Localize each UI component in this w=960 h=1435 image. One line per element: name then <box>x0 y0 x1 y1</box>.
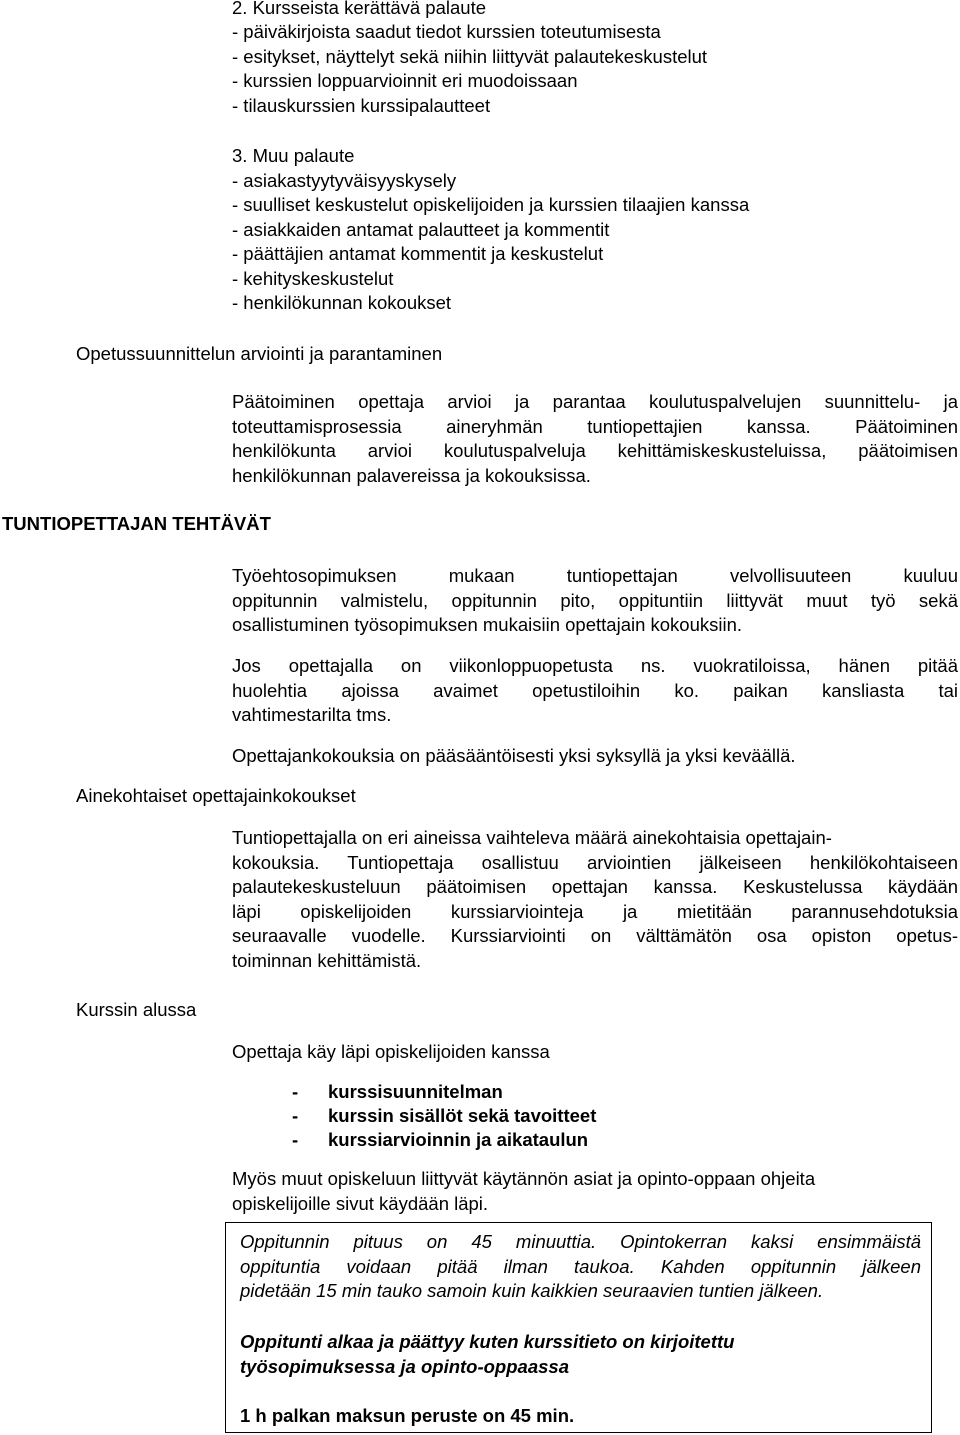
paragraph-line: henkilökunnan palavereissa ja kokouksissa. <box>232 464 591 486</box>
heading-alussa: Kurssin alussa <box>76 999 197 1020</box>
paragraph-line: toiminnan kehittämistä. <box>232 949 422 971</box>
paragraph-line: oppituntia voidaan pitää ilman taukoa. Kahden oppitunnin jälkeen <box>240 1255 921 1277</box>
paragraph-line: työsopimuksessa ja opinto-oppaassa <box>240 1355 569 1377</box>
list-dash: - <box>292 1105 299 1126</box>
section-3-item: - kehityskeskustelut <box>232 268 394 289</box>
heading-arviointi: Opetussuunnittelun arviointi ja parantaminen <box>76 343 443 364</box>
paragraph-arviointi <box>232 390 958 488</box>
heading-ainekohtaiset: Ainekohtaiset opettajainkokoukset <box>76 785 356 806</box>
section-2-item: - kurssien loppuarvioinnit eri muodoissaan <box>232 70 578 91</box>
list-dash: - <box>292 1081 299 1102</box>
paragraph-line: Päätoiminen opettaja arvioi ja parantaa koulutuspalvelujen suunnittelu- ja <box>232 391 958 412</box>
section-3-item: - asiakastyytyväisyyskysely <box>232 170 457 191</box>
paragraph-line: toteuttamisprosessia aineryhmän tuntiopettajien kanssa. Päätoiminen <box>232 415 958 437</box>
paragraph-line: osallistuminen työsopimuksen mukaisiin opettajain kokouksiin. <box>232 614 743 635</box>
heading-tehtavat: TUNTIOPETTAJAN TEHTÄVÄT <box>2 513 271 534</box>
section-3-item: - henkilökunnan kokoukset <box>232 292 452 313</box>
paragraph-kokoukset: Opettajankokouksia on pääsääntöisesti yksi syksyllä ja yksi keväällä. <box>232 745 796 766</box>
paragraph-line: Myös muut opiskeluun liittyvät käytännön asiat ja opinto-oppaan ohjeita <box>232 1168 816 1189</box>
paragraph-line: henkilökunta arvioi koulutuspalveluja kehittämiskeskusteluissa, päätoimisen <box>232 440 958 461</box>
section-2-item: - tilauskurssien kurssipalautteet <box>232 95 491 116</box>
section-2-title: 2. Kursseista kerättävä palaute <box>232 0 487 18</box>
list-dash: - <box>292 1129 299 1150</box>
box-paragraph-alkaa <box>240 1330 734 1379</box>
paragraph-line: oppitunnin valmistelu, oppitunnin pito, oppituntiin liittyvät muut työ sekä <box>232 589 958 611</box>
paragraph-lapi: Opettaja käy läpi opiskelijoiden kanssa <box>232 1041 550 1062</box>
paragraph-line: Työehtosopimuksen mukaan tuntiopettajan velvollisuuteen kuuluu <box>232 565 958 586</box>
paragraph-line: läpi opiskelijoiden kurssiarviointeja ja mietitään parannusehdotuksia <box>232 900 958 922</box>
paragraph-muut <box>232 1167 815 1216</box>
paragraph-line: Tuntiopettajalla on eri aineissa vaihteleva määrä ainekohtaisia opettajain- <box>232 827 832 848</box>
section-3-item: - päättäjien antamat kommentit ja keskustelut <box>232 243 604 264</box>
box-paragraph-pituus <box>240 1230 921 1304</box>
paragraph-line: palautekeskusteluun päätoimisen opettajan kanssa. Keskustelussa käydään <box>232 876 958 897</box>
paragraph-line: seuraavalle vuodelle. Kurssiarviointi on välttämätön osa opiston opetus- <box>232 925 958 946</box>
paragraph-line: vahtimestarilta tms. <box>232 704 392 725</box>
paragraph-line: kokouksia. Tuntiopettaja osallistuu arviointien jälkeiseen henkilökohtaiseen <box>232 851 958 873</box>
box-palkka: 1 h palkan maksun peruste on 45 min. <box>240 1405 575 1426</box>
section-3-title: 3. Muu palaute <box>232 145 355 166</box>
list-text: kurssisuunnitelman <box>328 1081 503 1102</box>
paragraph-line: Oppitunnin pituus on 45 minuuttia. Opintokerran kaksi ensimmäistä <box>240 1231 921 1252</box>
paragraph-line: Jos opettajalla on viikonloppuopetusta ns. vuokratiloissa, hänen pitää <box>232 655 958 676</box>
paragraph-jos <box>232 654 958 728</box>
paragraph-line: pidetään 15 min tauko samoin kuin kaikkien seuraavien tuntien jälkeen. <box>240 1280 824 1301</box>
paragraph-line: opiskelijoille sivut käydään läpi. <box>232 1192 489 1214</box>
paragraph-tyoehto <box>232 564 958 638</box>
paragraph-line: Oppitunti alkaa ja päättyy kuten kurssitieto on kirjoitettu <box>240 1331 735 1352</box>
section-2-item: - esitykset, näyttelyt sekä niihin liittyvät palautekeskustelut <box>232 46 708 67</box>
list-text: kurssiarvioinnin ja aikataulun <box>328 1129 589 1150</box>
paragraph-line: huolehtia ajoissa avaimet opetustiloihin ko. paikan kansliasta tai <box>232 679 958 701</box>
list-text: kurssin sisällöt sekä tavoitteet <box>328 1105 597 1126</box>
paragraph-ainekohtaiset <box>232 826 958 973</box>
section-3-item: - asiakkaiden antamat palautteet ja kommentit <box>232 219 610 240</box>
section-2-item: - päiväkirjoista saadut tiedot kurssien toteutumisesta <box>232 21 661 42</box>
section-3-item: - suulliset keskustelut opiskelijoiden ja kurssien tilaajien kanssa <box>232 194 750 215</box>
